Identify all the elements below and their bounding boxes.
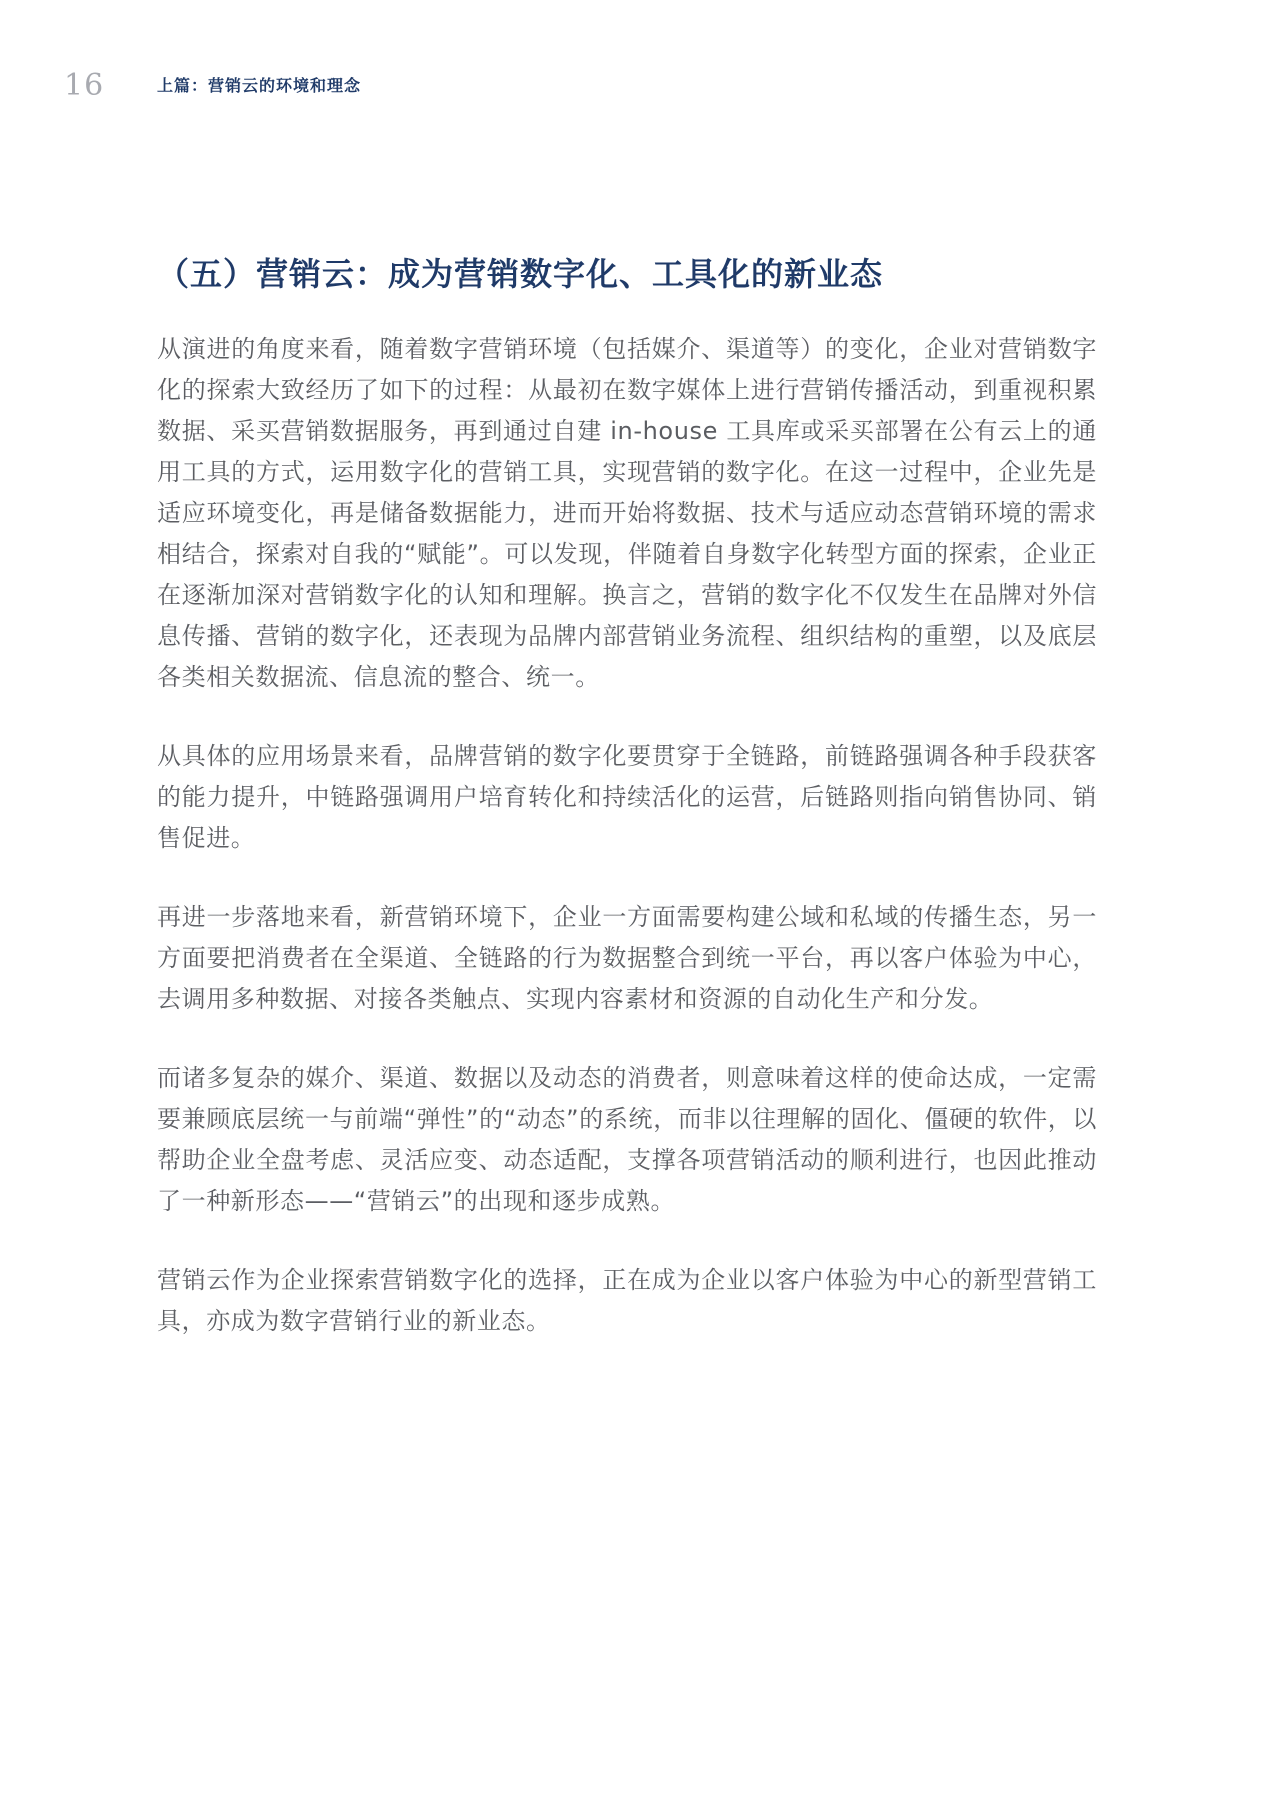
running-head: 上篇：营销云的环境和理念 bbox=[157, 76, 362, 95]
paragraph: 从演进的角度来看，随着数字营销环境（包括媒介、渠道等）的变化，企业对营销数字化的探索大致经历了如下的过程：从最初在数字媒体上进行营销传播活动，到重视积累数据、采买营销数据服务，再到通过自建 in-house 工具库或采买部署在公有云上的通用工具的方式，运用数字化的营销工具，实现营销的数字化。在这一过程中，企业先是适应环境变化，再是储备数据能力，进而开始将数据、技术与适应动态营销环境的需求相结合，探索对自我的“赋能”。可以发现，伴随着自身数字化转型方面的探索，企业正在逐渐加深对营销数字化的认知和理解。换言之，营销的数字化不仅发生在品牌对外信息传播、营销的数字化，还表现为品牌内部营销业务流程、组织结构的重塑，以及底层各类相关数据流、信息流的整合、统一。 bbox=[157, 335, 1097, 691]
paragraph: 营销云作为企业探索营销数字化的选择，正在成为企业以客户体验为中心的新型营销工具，亦成为数字营销行业的新业态。 bbox=[157, 1266, 1097, 1335]
body-text bbox=[157, 329, 1097, 1380]
paragraph: 从具体的应用场景来看，品牌营销的数字化要贯穿于全链路，前链路强调各种手段获客的能力提升，中链路强调用户培育转化和持续活化的运营，后链路则指向销售协同、销售促进。 bbox=[157, 742, 1097, 852]
section-title: （五）营销云：成为营销数字化、工具化的新业态 bbox=[157, 255, 884, 293]
page-number: 16 bbox=[64, 68, 105, 103]
paragraph: 再进一步落地来看，新营销环境下，企业一方面需要构建公域和私域的传播生态，另一方面要把消费者在全渠道、全链路的行为数据整合到统一平台，再以客户体验为中心，去调用多种数据、对接各类触点、实现内容素材和资源的自动化生产和分发。 bbox=[157, 903, 1097, 1013]
paragraph: 而诸多复杂的媒介、渠道、数据以及动态的消费者，则意味着这样的使命达成，一定需要兼顾底层统一与前端“弹性”的“动态”的系统，而非以往理解的固化、僵硬的软件，以帮助企业全盘考虑、灵活应变、动态适配，支撑各项营销活动的顺利进行，也因此推动了一种新形态——“营销云”的出现和逐步成熟。 bbox=[157, 1064, 1097, 1215]
